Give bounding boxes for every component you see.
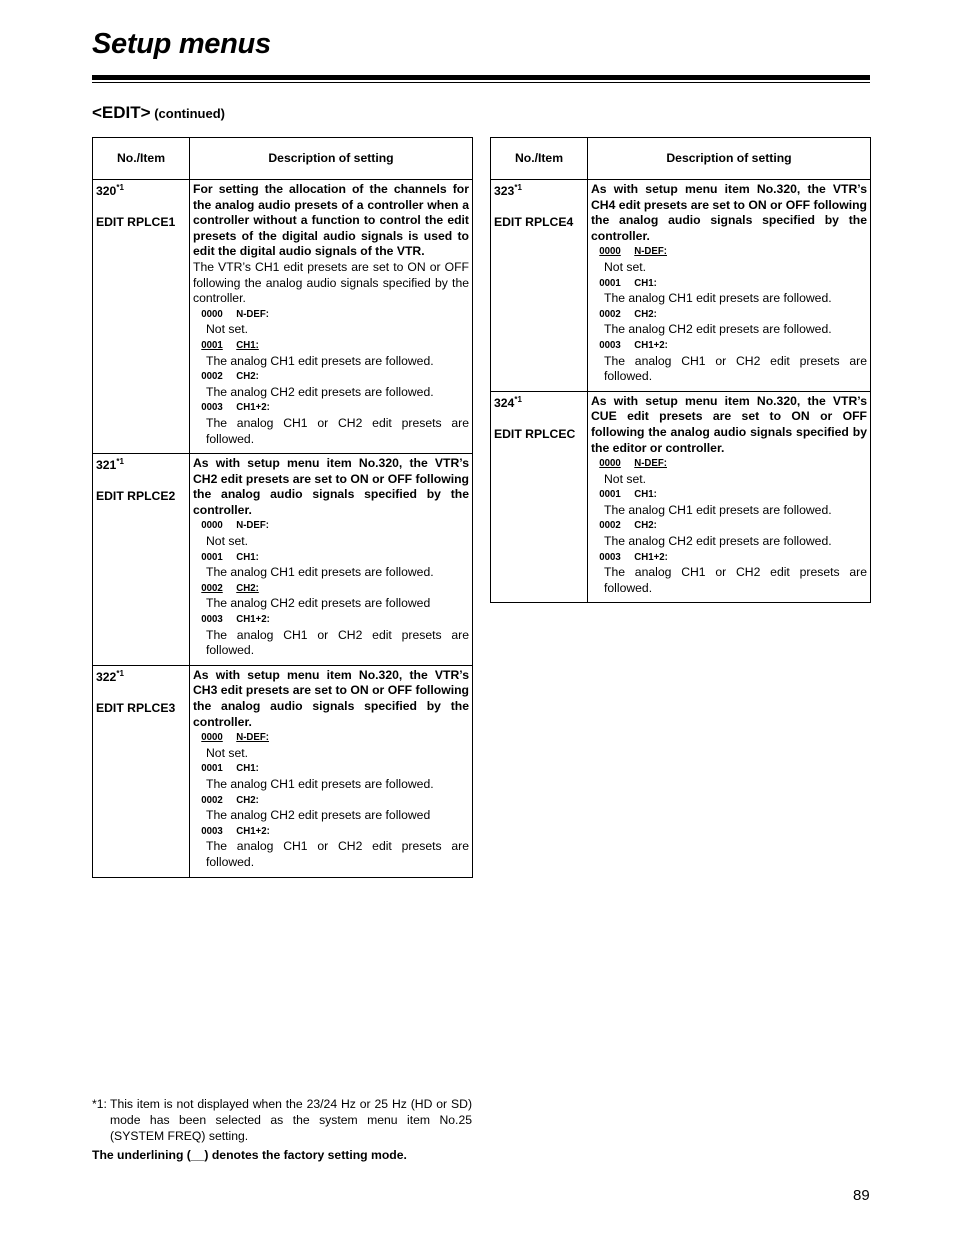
item-number: 320$^{*1}$ [96,182,124,198]
table-row [93,665,473,877]
settings-table-left [92,137,473,878]
option-label: 0001 CH1: [599,488,657,501]
description-cell [588,180,871,392]
factory-setting-note: The underlining (__) denotes the factory setting mode. [92,1148,407,1162]
section-suffix: (continued) [154,106,225,121]
item-name: EDIT RPLCE4 [494,215,574,229]
table-row [93,454,473,666]
option-text: The analog CH2 edit presets are followed [206,596,431,611]
description-lead: For setting the allocation of the channels for the analog audio presets of a controller when a controller without a function to control the edit presets of the digital audio signals is used to edit the digital audio signals of the VTR. [193,182,469,259]
option-label: 0002 CH2: [599,519,657,532]
option-label: 0001 CH1: [201,550,259,563]
description-cell [588,391,871,603]
option-label: 0000 N-DEF: [201,307,269,320]
description-lead: As with setup menu item No.320, the VTR’s CUE edit presets are set to ON or OFF following the analog audio signals specified by the editor or controller. [591,393,867,455]
item-number: 322$^{*1}$ [96,668,124,684]
description-cell [190,665,473,877]
item-name: EDIT RPLCE1 [96,215,176,229]
option-text: The analog CH1 or CH2 edit presets are followed. [604,565,867,595]
item-cell [93,454,190,666]
item-number: 321$^{*1}$ [96,457,124,473]
option-text: Not set. [604,259,646,274]
col-header-no: No./Item [491,138,588,180]
option-label: 0001 CH1: [599,276,657,289]
page-title: Setup menus [92,28,271,60]
option-label: 0000 N-DEF: [201,519,269,532]
description-cell [190,180,473,454]
item-cell [93,665,190,877]
description-text: The VTR’s CH1 edit presets are set to ON or OFF following the analog audio signals specified by the controller. [193,259,469,306]
option-text: The analog CH1 edit presets are followed. [206,353,434,368]
option-text: The analog CH2 edit presets are followed. [604,322,832,337]
item-name: EDIT RPLCE3 [96,700,176,715]
option-text: Not set. [206,322,248,337]
section-main: <EDIT> [92,103,151,122]
option-text: Not set. [206,745,248,760]
option-label: 0000 N-DEF: [599,457,667,470]
option-text: The analog CH2 edit presets are followed. [206,384,434,399]
table-row [491,180,871,392]
option-label: 0002 CH2: [599,307,657,320]
option-label: 0003 CH1+2: [201,824,270,837]
item-cell [93,180,190,454]
description-lead: As with setup menu item No.320, the VTR’s CH2 edit presets are set to ON or OFF following the analog audio signals specified by the controller. [193,456,469,517]
option-text: The analog CH2 edit presets are followed [206,808,431,823]
col-header-desc: Description of setting [190,138,473,180]
option-text: The analog CH1 or CH2 edit presets are followed. [206,415,469,446]
option-text: The analog CH1 edit presets are followed. [604,502,832,517]
option-label: 0001 CH1: [201,338,259,351]
footnote-mark: *1: [92,1097,107,1111]
settings-table-right [490,137,871,603]
option-text: Not set. [604,471,646,486]
table-row [491,391,871,603]
option-text: Not set. [206,534,248,549]
item-number: 323$^{*1}$ [494,182,522,198]
footnote [92,1096,472,1144]
option-label: 0002 CH2: [201,793,259,806]
title-rule-thin [92,82,870,83]
option-label: 0003 CH1+2: [599,550,668,563]
option-label: 0003 CH1+2: [599,338,668,351]
option-text: The analog CH1 edit presets are followed. [206,776,434,791]
option-text: The analog CH1 or CH2 edit presets are followed. [206,839,469,869]
item-number: 324$^{*1}$ [494,394,522,410]
option-text: The analog CH1 or CH2 edit presets are followed. [604,353,867,384]
option-label: 0000 N-DEF: [599,245,667,258]
option-text: The analog CH1 edit presets are followed. [604,291,832,306]
option-text: The analog CH1 or CH2 edit presets are followed. [206,627,469,658]
footnote-text: This item is not displayed when the 23/24 Hz or 25 Hz (HD or SD) mode has been selected as the system menu item No.25 (SYSTEM FREQ) setting. [110,1097,472,1143]
option-label: 0001 CH1: [201,762,259,775]
option-label: 0000 N-DEF: [201,731,269,744]
item-name: EDIT RPLCEC [494,426,576,441]
description-lead: As with setup menu item No.320, the VTR’s CH4 edit presets are set to ON or OFF following the analog audio signals specified by the controller. [591,182,867,243]
description-cell [190,454,473,666]
option-text: The analog CH2 edit presets are followed. [604,534,832,549]
title-rule-thick [92,75,870,80]
col-header-no: No./Item [93,138,190,180]
option-text: The analog CH1 edit presets are followed. [206,565,434,580]
item-cell [491,180,588,392]
col-header-desc: Description of setting [588,138,871,180]
description-lead: As with setup menu item No.320, the VTR’s CH3 edit presets are set to ON or OFF following the analog audio signals specified by the controller. [193,667,469,729]
section-heading [92,103,225,123]
option-label: 0003 CH1+2: [201,613,270,626]
option-label: 0003 CH1+2: [201,401,270,414]
option-label: 0002 CH2: [201,581,259,594]
table-row [93,180,473,454]
item-cell [491,391,588,603]
option-label: 0002 CH2: [201,370,259,383]
item-name: EDIT RPLCE2 [96,489,176,504]
page-number: 89 [853,1187,870,1204]
